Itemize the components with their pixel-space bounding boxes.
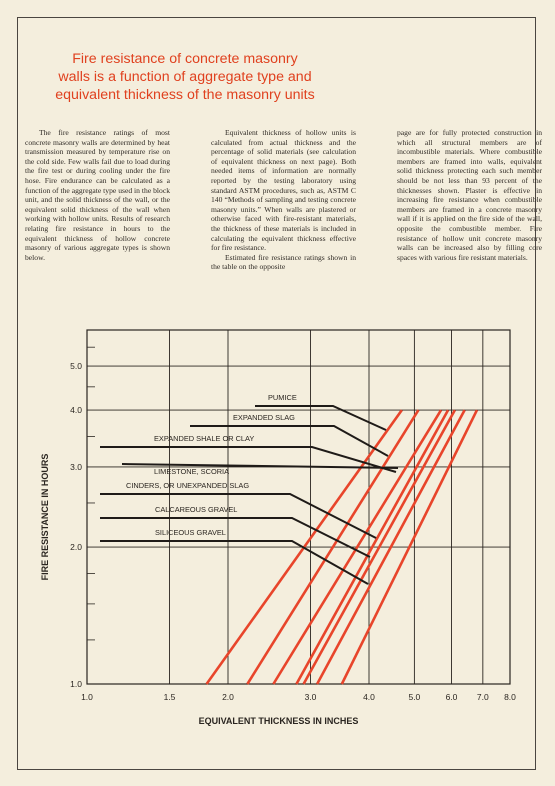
x-tick-label: 2.0: [222, 692, 234, 702]
y-axis-label: FIRE RESISTANCE IN HOURS: [40, 453, 50, 581]
x-tick-label: 6.0: [445, 692, 458, 702]
y-tick-label: 5.0: [70, 361, 82, 372]
x-tick-label: 5.0: [408, 692, 421, 702]
y-tick-label: 2.0: [70, 542, 82, 553]
series-callout-label: PUMICE: [268, 393, 297, 402]
series-callout-label: CALCAREOUS GRAVEL: [155, 505, 238, 514]
body-paragraph: Equivalent thickness of hollow units is calculated from actual thickness and the percentage of solid materials (see calculation of equivalent thickness on next page). Both needed items of information are normally reported by the testing laboratory using standard ASTM procedures, such as, ASTM C 140 “Methods of sampling and testing concrete masonry units.” When walls are plastered or otherwise faced with fire-resistant materials, the thickness of these materials is included in calculating the equivalent thickness effective for fire resistance.: [211, 128, 356, 253]
body-paragraph: Estimated fire resistance ratings shown in the table on the opposite: [211, 252, 356, 272]
series-callout-label: EXPANDED SHALE OR CLAY: [154, 434, 255, 443]
callout-leader: [100, 494, 376, 538]
x-tick-label: 4.0: [363, 692, 375, 702]
series-callout-label: LIMESTONE, SCORIA: [154, 467, 230, 476]
x-tick-label: 3.0: [304, 692, 317, 702]
plot-border: [87, 330, 510, 684]
body-paragraph: The fire resistance ratings of most concrete masonry walls are determined by heat transmission measured by temperature rise on the cold side. Few walls fail due to load during the fire test or during cooling under the fire hose. Fire endurance can be calculated as a function of the aggregate type used in the block unit, and the solid thickness of the wall, or the equivalent solid thickness of the wall when working with hollow units. Results of research relating fire resistance in hours to the equivalent thickness of hollow concrete masonry of various aggregate types is shown below.: [25, 128, 170, 262]
title-line-1: Fire resistance of concrete masonry: [72, 51, 298, 67]
x-tick-label: 8.0: [504, 692, 516, 702]
title-line-2: walls is a function of aggregate type and: [58, 69, 312, 85]
series-callout-label: SILICEOUS GRAVEL: [155, 528, 226, 537]
y-tick-label: 1.0: [70, 679, 82, 689]
y-tick-label: 4.0: [70, 405, 82, 416]
x-tick-label: 1.0: [81, 692, 93, 702]
x-tick-label: 7.0: [476, 692, 489, 702]
series-callout-label: EXPANDED SLAG: [233, 413, 295, 422]
series-callout-label: CINDERS, OR UNEXPANDED SLAG: [126, 481, 250, 490]
x-axis-label: EQUIVALENT THICKNESS IN INCHES: [198, 716, 359, 726]
x-tick-label: 1.5: [163, 692, 176, 702]
body-paragraph: page are for fully protected construction in which all structural members are of incombustible materials. Where combustible members are framed into walls, equivalent solid thickness protecting each such member should be not less than 93 percent of the thicknesses shown. Plaster is effective in increasing fire resistance when combustible members are framed in a concrete masonry wall if it is applied on the fire side of the wall, opposite the combustible member. Fire resistance of hollow unit concrete masonry walls can be increased also by filling core spaces with various fire resistant materials.: [397, 128, 542, 262]
title-line-3: equivalent thickness of the masonry units: [55, 87, 315, 103]
y-tick-label: 3.0: [70, 461, 82, 472]
